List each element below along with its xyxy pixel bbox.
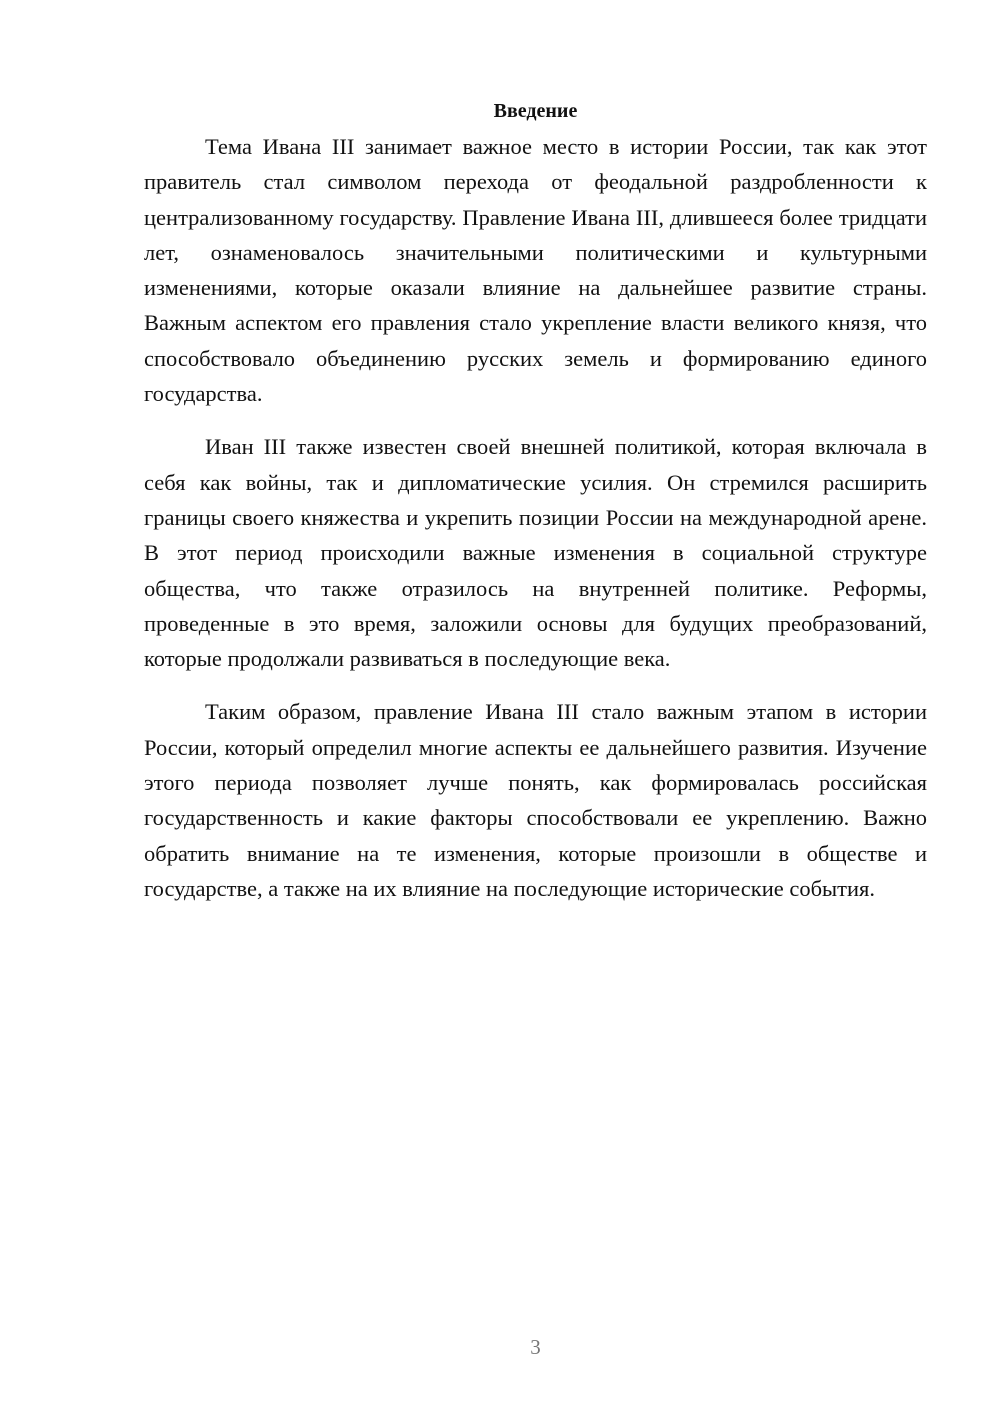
paragraph-3: Таким образом, правление Ивана III стало важным этапом в истории России, который определил многие аспекты ее дальнейшего развития. Изучение этого периода позволяет лучше понять, как формировалась российская государственность и какие факторы способствовали ее укреплению. Важно обратить внимание на те изменения, которые произошли в обществе и государстве, а также на их влияние на последующие исторические события. xyxy=(144,699,927,901)
section-heading: Введение xyxy=(493,100,578,122)
paragraph-1: Тема Ивана III занимает важное место в истории России, так как этот правитель стал символом перехода от феодальной раздробленности к централизованному государству. Правление Ивана III, длившееся более тридцати лет, ознаменовалось значительными политическими и культурными изменениями, которые оказали влияние на дальнейшее развитие страны. Важным аспектом его правления стало укрепление власти великого князя, что способствовало объединению русских земель и формированию единого государства. xyxy=(144,134,927,407)
paragraph-2: Иван III также известен своей внешней политикой, которая включала в себя как войны, так и дипломатические усилия. Он стремился расширить границы своего княжества и укрепить позиции России на международной арене. В этот период происходили важные изменения в социальной структуре общества, что также отразилось на внутренней политике. Реформы, проведенные в это время, заложили основы для будущих преобразований, которые продолжали развиваться в последующие века. xyxy=(144,434,927,672)
page-content xyxy=(144,94,927,906)
page-number: 3 xyxy=(530,1335,541,1359)
